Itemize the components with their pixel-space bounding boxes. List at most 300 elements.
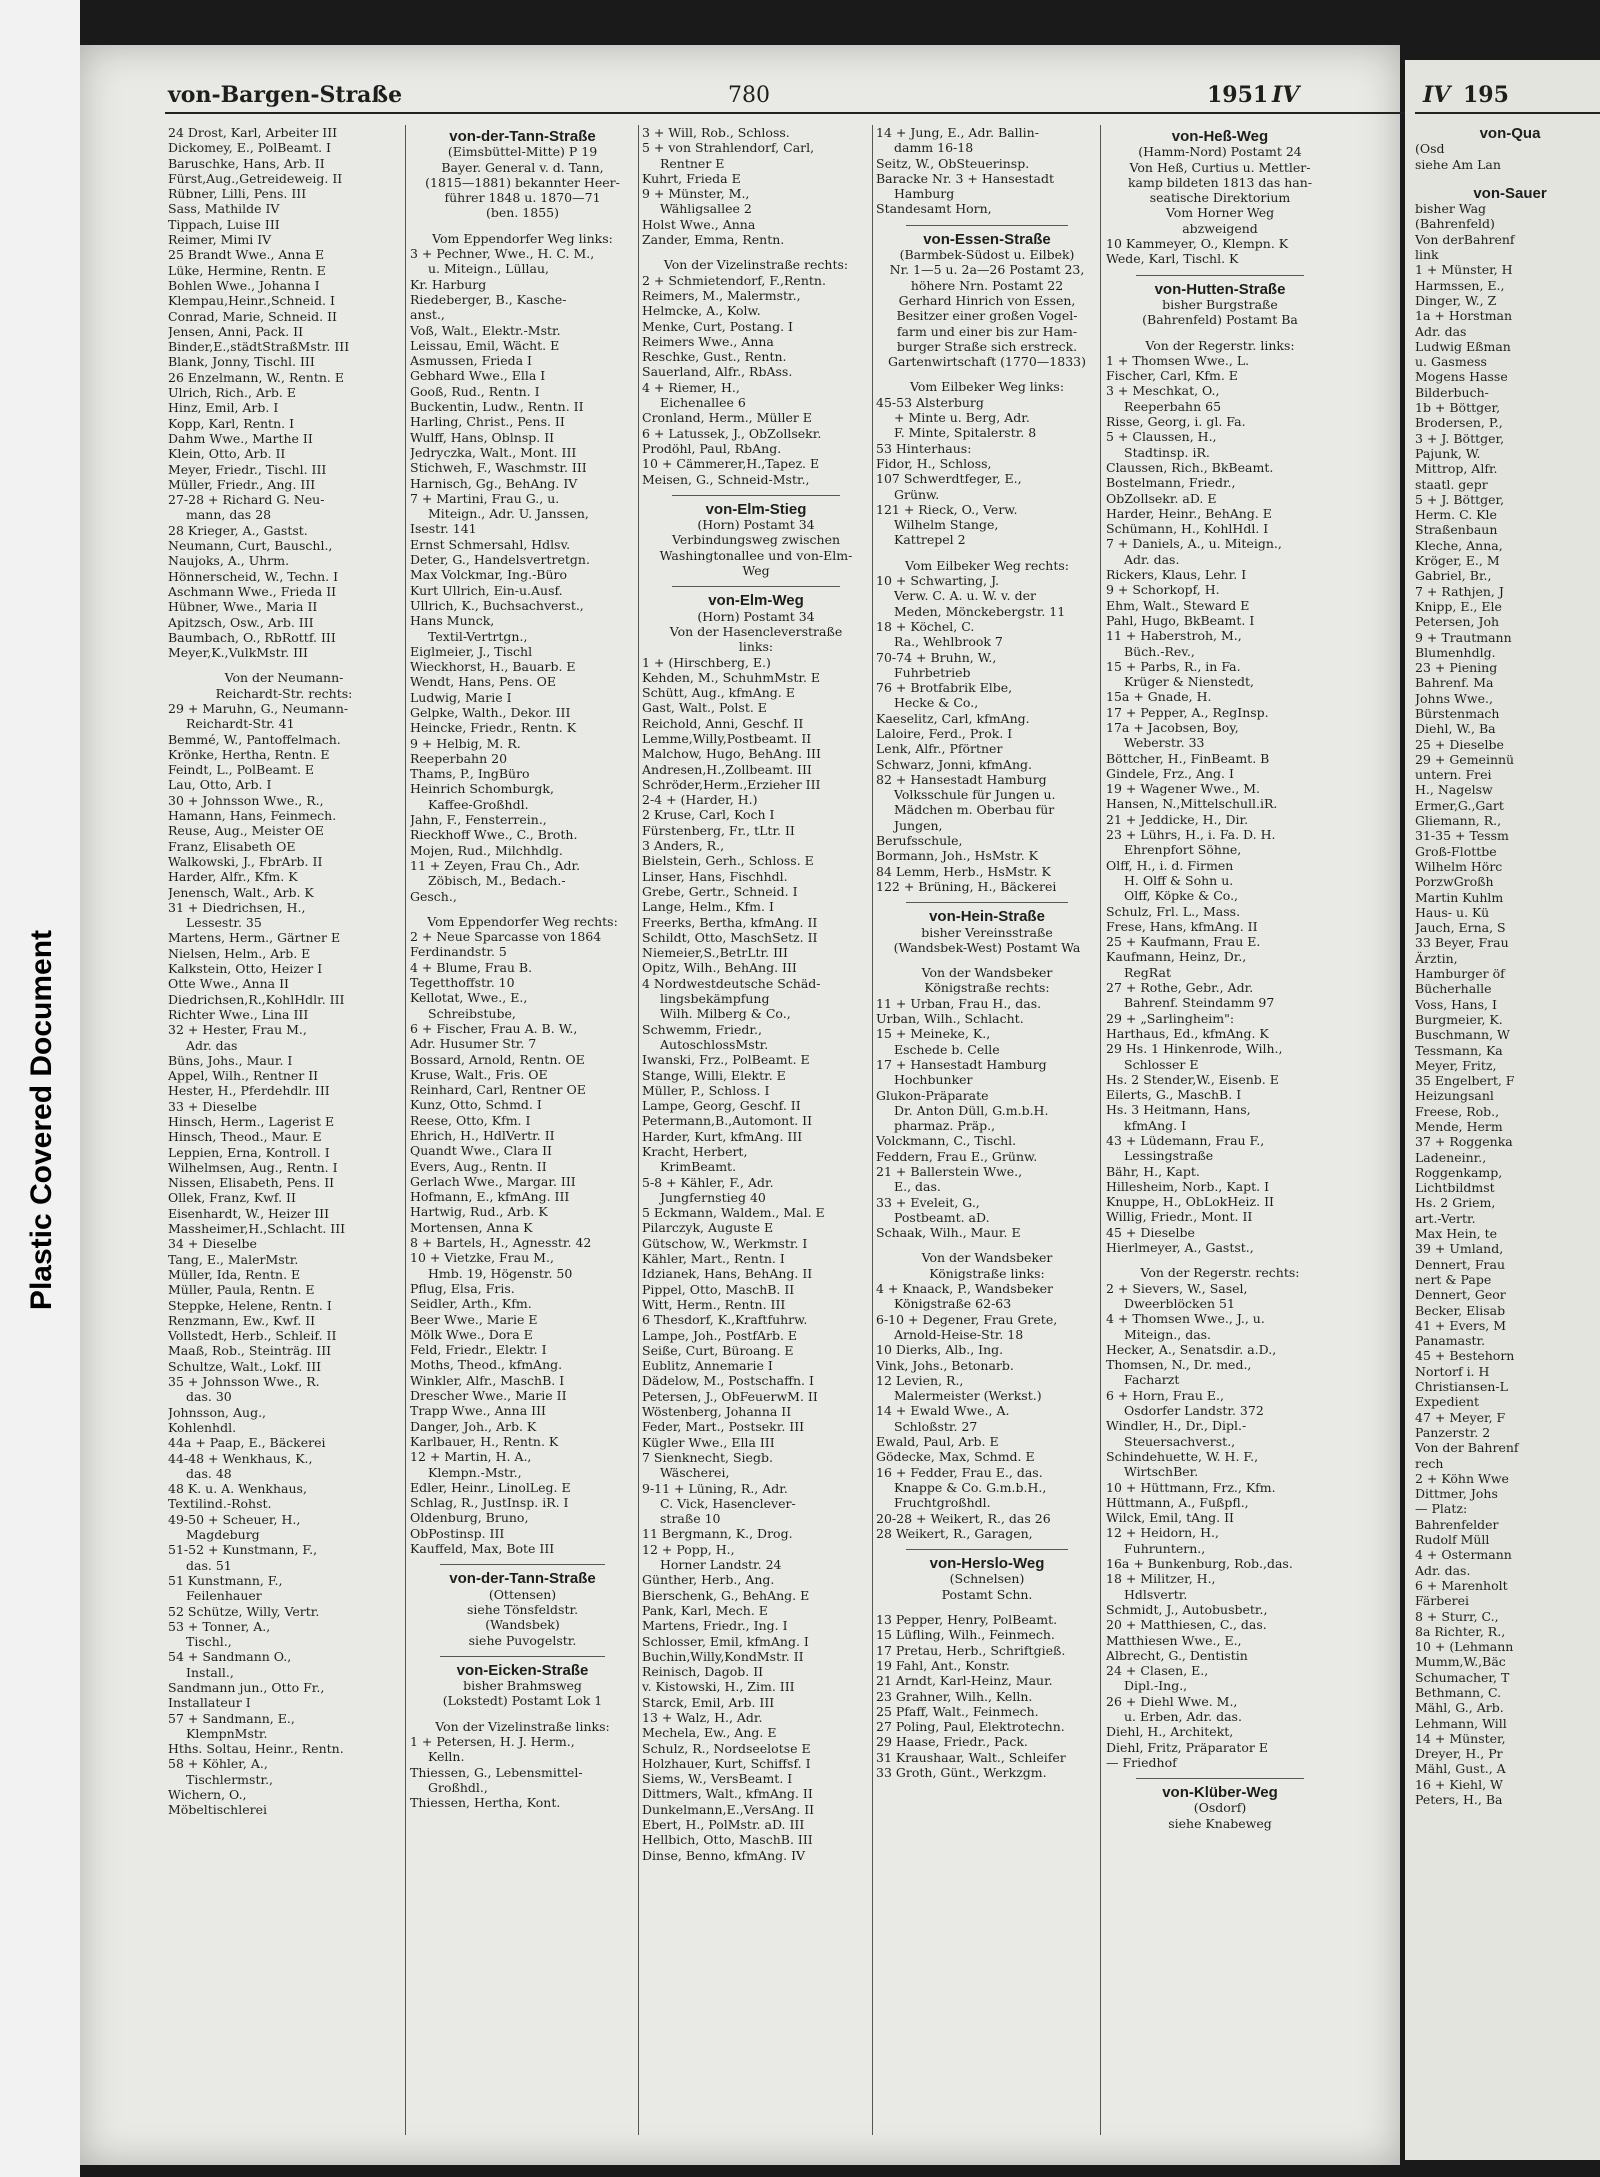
- directory-entry: Von Heß, Curtius u. Mettler-: [1129, 159, 1311, 175]
- directory-entry: abzweigend: [1182, 220, 1258, 236]
- directory-entry: pharmaz. Präp.,: [894, 1118, 996, 1134]
- directory-entry: Vom Eppendorfer Weg links:: [432, 230, 613, 246]
- directory-entry: Karlbauer, H., Rentn. K: [410, 1433, 559, 1449]
- directory-entry: Quandt Wwe., Clara II: [410, 1143, 552, 1159]
- directory-entry: Von der Hasencleverstraße: [669, 623, 843, 639]
- directory-entry: 17a + Jacobsen, Boy,: [1106, 719, 1239, 735]
- directory-entry: 1 + Münster, H: [1415, 262, 1513, 278]
- directory-entry: 31 + Diedrichsen, H.,: [168, 899, 306, 915]
- directory-entry: Schlag, R., JustInsp. iR. I: [410, 1495, 569, 1511]
- directory-entry: — Friedhof: [1106, 1754, 1177, 1770]
- directory-entry: Gebhard Wwe., Ella I: [410, 368, 546, 384]
- directory-entry: 2 + Neue Sparcasse von 1864: [410, 929, 602, 945]
- directory-entry: 2 Kruse, Carl, Koch I: [642, 807, 775, 823]
- directory-entry: Ehrich, H., HdlVertr. II: [410, 1128, 555, 1143]
- directory-entry: Windler, H., Dr., Dipl.-: [1106, 1418, 1247, 1434]
- directory-entry: 58 + Köhler, A.,: [168, 1756, 268, 1772]
- directory-entry: Hierlmeyer, A., Gastst.,: [1106, 1240, 1254, 1256]
- directory-entry: Schmidt, J., Autobusbetr.,: [1106, 1601, 1268, 1617]
- directory-entry: Tang, E., MalerMstr.: [168, 1251, 299, 1267]
- directory-entry: Binder,E.,städtStraßMstr. III: [168, 339, 350, 355]
- directory-entry: 12 + Popp, H.,: [642, 1541, 735, 1557]
- directory-entry: Pflug, Elsa, Fris.: [410, 1280, 515, 1296]
- directory-entry: staatl. gepr: [1415, 476, 1488, 492]
- directory-entry: Schümann, H., KohlHdl. I: [1106, 521, 1269, 537]
- column-3: [642, 125, 870, 2145]
- directory-entry: Bürstenmach: [1415, 705, 1500, 721]
- directory-entry: Adr. das.: [1415, 1562, 1471, 1578]
- directory-entry: Lampe, Joh., PostfArb. E: [642, 1327, 798, 1343]
- directory-entry: Bethmann, C.: [1415, 1684, 1502, 1700]
- directory-entry: Malermeister (Werkst.): [894, 1388, 1042, 1404]
- directory-entry: Gabriel, Br.,: [1415, 568, 1492, 584]
- directory-entry: 7 Sienknecht, Siegb.: [642, 1449, 773, 1465]
- directory-entry: 23 + Piening: [1415, 660, 1498, 676]
- directory-entry: Kunz, Otto, Schmd. I: [410, 1097, 542, 1113]
- directory-entry: 27 + Rothe, Gebr., Adr.: [1106, 980, 1254, 996]
- directory-entry: 33 + Eveleit, G.,: [876, 1194, 980, 1210]
- directory-entry: Feddern, Frau E., Grünw.: [876, 1148, 1038, 1164]
- directory-entry: Jensen, Anni, Pack. II: [168, 323, 304, 339]
- directory-entry: Büns, Johs., Maur. I: [168, 1052, 293, 1068]
- directory-entry: Kelln.: [428, 1749, 465, 1765]
- directory-entry: Von derBahrenf: [1415, 231, 1515, 247]
- directory-entry: (Eimsbüttel-Mitte) P 19: [447, 144, 598, 160]
- directory-entry: Gindele, Frz., Ang. I: [1106, 765, 1234, 781]
- directory-entry: Günther, Herb., Ang.: [642, 1572, 775, 1588]
- directory-entry: Eublitz, Annemarie I: [642, 1358, 773, 1374]
- directory-entry: 6 + Horn, Frau E.,: [1106, 1387, 1224, 1403]
- directory-entry: E., das.: [894, 1179, 941, 1195]
- directory-entry: Isestr. 141: [410, 521, 477, 537]
- directory-entry: das. 30: [186, 1389, 232, 1405]
- directory-entry: Königstraße links:: [929, 1265, 1045, 1281]
- directory-entry: Adr. das.: [1124, 551, 1180, 567]
- directory-entry: 122 + Brüning, H., Bäckerei: [876, 878, 1057, 894]
- directory-entry: Malchow, Hugo, BehAng. III: [642, 746, 821, 762]
- directory-entry: 11 Bergmann, K., Drog.: [642, 1526, 793, 1542]
- directory-entry: Dunkelmann,E.,VersAng. II: [642, 1801, 815, 1817]
- directory-entry: Fidor, H., Schloss,: [876, 455, 992, 471]
- directory-entry: farm und einer bis zur Ham-: [896, 323, 1078, 339]
- directory-entry: Feindt, L., PolBeamt. E: [168, 762, 315, 778]
- directory-entry: Hs. 2 Griem,: [1415, 1195, 1496, 1211]
- directory-entry: Ollek, Franz, Kwf. II: [168, 1190, 296, 1206]
- directory-entry: Cronland, Herm., Müller E: [642, 410, 812, 426]
- directory-entry: Vom Eppendorfer Weg rechts:: [427, 913, 618, 929]
- directory-entry: Von der Regerstr. rechts:: [1140, 1265, 1300, 1281]
- adjacent-page-section: IV: [1423, 82, 1451, 108]
- directory-entry: Blumenhdlg.: [1415, 644, 1496, 660]
- directory-entry: 16a + Bunkenburg, Rob.,das.: [1106, 1556, 1293, 1572]
- directory-entry: Vom Horner Weg: [1165, 205, 1275, 221]
- directory-entry: Moths, Theod., kfmAng.: [410, 1357, 563, 1373]
- directory-entry: Bielstein, Gerh., Schloss. E: [642, 853, 814, 869]
- directory-entry: u. Miteign., Lüllau,: [428, 261, 550, 277]
- directory-entry: Kaffee-Großhdl.: [428, 796, 529, 812]
- directory-entry: Dinger, W., Z: [1415, 292, 1497, 308]
- directory-entry: Horner Landstr. 24: [660, 1557, 782, 1573]
- directory-entry: 44a + Paap, E., Bäckerei: [168, 1435, 326, 1451]
- directory-entry: Diehl, W., Ba: [1415, 721, 1496, 737]
- directory-entry: Adr. das: [186, 1037, 238, 1053]
- directory-entry: 84 Lemm, Herb., HsMstr. K: [876, 863, 1051, 879]
- directory-entry: Dr. Anton Düll, G.m.b.H.: [894, 1102, 1049, 1118]
- directory-entry: 2 + Schmietendorf, F.,Rentn.: [642, 272, 826, 288]
- directory-entry: Kattrepel 2: [894, 532, 966, 548]
- directory-entry: Von der Vizelinstraße links:: [435, 1718, 610, 1734]
- directory-entry: Hans Munck,: [410, 613, 495, 629]
- directory-entry: [1136, 267, 1304, 276]
- directory-entry: Johnsson, Aug.,: [168, 1404, 267, 1420]
- directory-entry: 7 + Rathjen, J: [1415, 583, 1504, 599]
- directory-entry: [906, 1541, 1068, 1550]
- directory-entry: Dittmer, Johs: [1415, 1486, 1498, 1502]
- directory-entry: 3 + Will, Rob., Schloss.: [642, 125, 790, 140]
- directory-entry: Tischlermstr.,: [186, 1771, 274, 1787]
- directory-entry: Müller, Friedr., Ang. III: [168, 476, 316, 492]
- directory-entry: Reeperbahn 65: [1124, 398, 1222, 414]
- directory-entry: 7 + Daniels, A., u. Miteign.,: [1106, 536, 1282, 552]
- directory-entry: 17 + Hansestadt Hamburg: [876, 1056, 1047, 1072]
- directory-entry: nert & Pape: [1415, 1271, 1492, 1287]
- directory-entry: 82 + Hansestadt Hamburg: [876, 771, 1047, 787]
- directory-entry: PorzwGroßh: [1415, 874, 1494, 890]
- directory-entry: Hartwig, Rud., Arb. K: [410, 1204, 548, 1220]
- directory-entry: ObZollsekr. aD. E: [1106, 490, 1217, 506]
- directory-entry: Färberei: [1415, 1593, 1470, 1609]
- directory-entry: v. Kistowski, H., Zim. III: [642, 1679, 795, 1695]
- directory-entry: Burgmeier, K.: [1415, 1011, 1503, 1027]
- directory-entry: Müller, P., Schloss. I: [642, 1082, 770, 1098]
- directory-entry: Jahn, F., Fensterrein.,: [410, 812, 547, 828]
- directory-entry: F. Minte, Spitalerstr. 8: [894, 425, 1037, 441]
- directory-entry: 13 + Walz, H., Adr.: [642, 1709, 763, 1725]
- directory-entry: 8a Richter, R.,: [1415, 1623, 1506, 1639]
- directory-entry: 4 + Knaack, P., Wandsbeker: [876, 1281, 1054, 1297]
- directory-entry: Roggenkamp,: [1415, 1164, 1503, 1180]
- directory-entry: Wilhelm Stange,: [894, 517, 999, 533]
- directory-entry: Wäscherei,: [660, 1465, 730, 1481]
- directory-entry: 25 + Dieselbe: [1415, 736, 1504, 752]
- street-heading: von-Hein-Straße: [929, 909, 1045, 925]
- directory-entry: Opitz, Wilh., BehAng. III: [642, 960, 797, 976]
- directory-entry: Adr. Husumer Str. 7: [410, 1036, 537, 1052]
- directory-entry: 43 + Lüdemann, Frau F.,: [1106, 1133, 1265, 1148]
- directory-entry: bisher Wag: [1415, 201, 1487, 217]
- directory-entry: Voss, Hans, I: [1415, 996, 1497, 1012]
- directory-entry: Claussen, Rich., BkBeamt.: [1106, 459, 1274, 475]
- directory-entry: Wöstenberg, Johanna II: [642, 1404, 792, 1420]
- directory-entry: Walkowski, J., FbrArb. II: [168, 853, 323, 869]
- directory-entry: Kellotat, Wwe., E.,: [410, 990, 528, 1006]
- directory-entry: Fuhruntern.,: [1124, 1540, 1206, 1556]
- directory-entry: Schulz, R., Nordseelotse E: [642, 1740, 811, 1756]
- directory-entry: Hillesheim, Norb., Kapt. I: [1106, 1178, 1270, 1194]
- directory-entry: Kohlenhdl.: [168, 1419, 237, 1435]
- directory-entry: Iwanski, Frz., PolBeamt. E: [642, 1052, 810, 1068]
- directory-entry: Rickers, Klaus, Lehr. I: [1106, 567, 1247, 583]
- directory-entry: C. Vick, Hasenclever-: [660, 1495, 796, 1511]
- directory-entry: Helmcke, A., Kolw.: [642, 303, 761, 319]
- directory-entry: siehe Tönsfeldstr.: [466, 1601, 579, 1617]
- directory-entry: siehe Puvogelstr.: [468, 1632, 577, 1648]
- directory-entry: Willig, Friedr., Mont. II: [1106, 1209, 1253, 1225]
- directory-entry: 4 + Thomsen Wwe., J., u.: [1106, 1311, 1265, 1327]
- directory-entry: Harthaus, Ed., kfmAng. K: [1106, 1025, 1269, 1041]
- directory-entry: Holzhauer, Kurt, Schiffsf. I: [642, 1755, 811, 1771]
- directory-entry: Dennert, Geor: [1415, 1287, 1506, 1303]
- directory-entry: Reeperbahn 20: [410, 750, 508, 766]
- directory-entry: Ehrenpfort Söhne,: [1124, 842, 1242, 858]
- directory-entry: Hester, H., Pferdehdlr. III: [168, 1083, 330, 1099]
- directory-entry: 1 + Petersen, H. J. Herm.,: [410, 1733, 575, 1749]
- directory-entry: Pippel, Otto, MaschB. II: [642, 1281, 795, 1297]
- directory-entry: Mechela, Ew., Ang. E: [642, 1725, 777, 1741]
- directory-entry: 18 + Militzer, H.,: [1106, 1571, 1216, 1587]
- directory-entry: Arnold-Heise-Str. 18: [894, 1326, 1024, 1342]
- directory-entry: 35 Engelbert, F: [1415, 1073, 1515, 1089]
- side-strip: [0, 0, 80, 2177]
- directory-entry: Von der Wandsbeker: [921, 1250, 1053, 1266]
- directory-entry: 20 + Matthiesen, C., das.: [1106, 1617, 1267, 1633]
- directory-entry: link: [1415, 247, 1439, 263]
- directory-entry: Zöbisch, M., Bedach.-: [428, 873, 566, 889]
- directory-entry: Bossard, Arnold, Rentn. OE: [410, 1051, 585, 1067]
- directory-entry: mann, das 28: [186, 507, 272, 523]
- directory-entry: Von der Regerstr. links:: [1145, 337, 1295, 353]
- directory-entry: Massheimer,H.,Schlacht. III: [168, 1221, 346, 1237]
- directory-entry: Franz, Elisabeth OE: [168, 838, 296, 854]
- directory-entry: Tippach, Luise III: [168, 216, 280, 232]
- directory-entry: Mumm,W.,Bäc: [1415, 1654, 1506, 1670]
- directory-entry: Lampe, Georg, Geschf. II: [642, 1098, 801, 1114]
- directory-entry: (Wandsbek-West) Postamt Wa: [893, 939, 1081, 955]
- directory-entry: Kruse, Walt., Fris. OE: [410, 1066, 548, 1082]
- directory-entry: Bücherhalle: [1415, 981, 1492, 997]
- directory-entry: Winkler, Alfr., MaschB. I: [410, 1372, 565, 1388]
- directory-entry: Harder, Heinr., BehAng. E: [1106, 505, 1272, 521]
- directory-entry: 9-11 + Lüning, R., Adr.: [642, 1480, 788, 1496]
- directory-entry: Washingtonallee und von-Elm-: [659, 547, 853, 563]
- directory-entry: Reichardt-Str. rechts:: [215, 685, 353, 701]
- directory-entry: 31-35 + Tessm: [1415, 828, 1509, 844]
- directory-entry: H. Olff & Sohn u.: [1124, 872, 1234, 888]
- directory-entry: siehe Am Lan: [1415, 156, 1501, 172]
- directory-entry: Siems, W., VersBeamt. I: [642, 1771, 793, 1787]
- directory-entry: Knuppe, H., ObLokHeiz. II: [1106, 1194, 1274, 1210]
- directory-entry: 12 + Martin, H. A.,: [410, 1449, 532, 1465]
- directory-entry: + Minte u. Berg, Adr.: [894, 410, 1030, 426]
- directory-entry: 9 + Helbig, M. R.: [410, 735, 521, 751]
- directory-entry: Textil-Vertrtgn.,: [428, 628, 528, 644]
- directory-entry: 27-28 + Richard G. Neu-: [168, 492, 325, 508]
- directory-entry: Lau, Otto, Arb. I: [168, 777, 272, 793]
- directory-entry: Ehm, Walt., Steward E: [1106, 597, 1250, 613]
- directory-entry: 21 Arndt, Karl-Heinz, Maur.: [876, 1673, 1053, 1689]
- directory-entry: Buchin,Willy,KondMstr. II: [642, 1648, 804, 1664]
- directory-entry: 5 + Claussen, H.,: [1106, 429, 1217, 445]
- directory-entry: Olff, H., i. d. Firmen: [1106, 857, 1234, 873]
- directory-entry: Müller, Ida, Rentn. E: [168, 1266, 301, 1282]
- directory-entry: Hansen, N.,Mittelschull.iR.: [1106, 796, 1278, 812]
- directory-entry: Wilck, Emil, tAng. II: [1106, 1510, 1234, 1526]
- directory-entry: 4 Nordwestdeutsche Schäd-: [642, 975, 821, 991]
- directory-entry: Sass, Mathilde IV: [168, 201, 280, 217]
- directory-entry: Krüger & Nienstedt,: [1124, 674, 1255, 690]
- directory-entry: Hamburg: [894, 186, 955, 202]
- directory-entry: 25 Pfaff, Walt., Feinmech.: [876, 1703, 1039, 1719]
- directory-entry: Schröder,Herm.,Erzieher III: [642, 776, 821, 792]
- directory-entry: Dreyer, H., Pr: [1415, 1746, 1503, 1762]
- directory-entry: 10 + Hüttmann, Frz., Kfm.: [1106, 1479, 1276, 1495]
- directory-entry: Edler, Heinr., LinolLeg. E: [410, 1479, 571, 1495]
- directory-entry: Bierschenk, G., BehAng. E: [642, 1587, 810, 1603]
- directory-entry: Mogens Hasse: [1415, 369, 1508, 385]
- running-head-section: IV: [1272, 82, 1300, 108]
- street-heading: von-Essen-Straße: [923, 231, 1051, 248]
- directory-entry: (Barmbek-Südost u. Eilbek): [899, 247, 1075, 263]
- directory-entry: Thomsen, N., Dr. med.,: [1106, 1357, 1252, 1373]
- directory-entry: 39 + Umland,: [1415, 1241, 1504, 1257]
- directory-entry: Tegetthoffstr. 10: [410, 975, 515, 991]
- directory-entry: das. 51: [186, 1557, 232, 1573]
- directory-entry: Berufsschule,: [876, 833, 963, 849]
- directory-entry: Asmussen, Frieda I: [410, 353, 532, 369]
- directory-entry: 11 + Haberstroh, M.,: [1106, 628, 1242, 644]
- directory-entry: Seitz, W., ObSteuerinsp.: [876, 155, 1030, 171]
- directory-entry: 5 + von Strahlendorf, Carl,: [642, 140, 815, 156]
- street-heading: von-Elm-Weg: [708, 593, 804, 609]
- directory-entry: Textilind.-Rohst.: [168, 1496, 272, 1512]
- directory-entry: Feilenhauer: [186, 1588, 262, 1604]
- directory-entry: Kleche, Anna,: [1415, 537, 1503, 553]
- directory-entry: Menke, Curt, Postang. I: [642, 318, 793, 334]
- directory-entry: Mittrop, Alfr.: [1415, 461, 1498, 477]
- directory-entry: straße 10: [660, 1511, 721, 1527]
- directory-entry: Mende, Herm: [1415, 1119, 1503, 1134]
- directory-entry: Baumbach, O., RbRottf. III: [168, 629, 336, 645]
- directory-entry: Aschmann Wwe., Frieda II: [168, 583, 337, 599]
- directory-entry: Starck, Emil, Arb. III: [642, 1694, 775, 1710]
- directory-entry: Vom Eilbeker Weg rechts:: [905, 557, 1069, 573]
- directory-entry: Hs. 2 Stender,W., Eisenb. E: [1106, 1071, 1279, 1087]
- directory-entry: untern. Frei: [1415, 767, 1492, 783]
- directory-entry: 5 Eckmann, Waldem., Mal. E: [642, 1205, 825, 1221]
- directory-entry: Schumacher, T: [1415, 1669, 1510, 1685]
- directory-entry: Stadtinsp. iR.: [1124, 444, 1210, 460]
- directory-entry: 48 K. u. A. Wenkhaus,: [168, 1481, 307, 1497]
- directory-entry: Sauerland, Alfr., RbAss.: [642, 364, 793, 380]
- directory-entry: [1106, 328, 1334, 338]
- directory-entry: Miteign., das.: [1124, 1326, 1212, 1342]
- directory-entry: Mähl, G., Arb.: [1415, 1700, 1504, 1716]
- directory-entry: Neumann, Curt, Bauschl.,: [168, 538, 333, 554]
- directory-entry: 29 + Gemeinnü: [1415, 751, 1515, 767]
- directory-entry: Rieckhoff Wwe., C., Broth.: [410, 827, 578, 843]
- directory-entry: Steppke, Helene, Rentn. I: [168, 1297, 332, 1313]
- directory-entry: 49-50 + Scheuer, H.,: [168, 1511, 301, 1527]
- directory-entry: Maaß, Rob., Steinträg. III: [168, 1343, 332, 1359]
- running-head-year: 1951: [1207, 82, 1269, 108]
- directory-entry: Klein, Otto, Arb. II: [168, 446, 286, 462]
- directory-entry: Blank, Jonny, Tischl. III: [168, 354, 315, 370]
- directory-entry: Verw. C. A. u. W. v. der: [894, 588, 1036, 604]
- directory-entry: Prodöhl, Paul, RbAng.: [642, 440, 782, 456]
- directory-entry: Stange, Willi, Elektr. E: [642, 1067, 786, 1083]
- directory-entry: Tischl.,: [186, 1634, 232, 1650]
- directory-entry: Reese, Otto, Kfm. I: [410, 1112, 531, 1128]
- directory-entry: Nortorf i. H: [1415, 1363, 1490, 1379]
- directory-entry: Baracke Nr. 3 + Hansestadt: [876, 170, 1055, 186]
- directory-entry: Wulff, Hans, Oblnsp. II: [410, 429, 555, 445]
- street-heading: von-Eicken-Straße: [456, 1662, 589, 1679]
- directory-entry: Meisen, G., Schneid-Mstr.,: [642, 471, 810, 487]
- directory-entry: Kracht, Herbert,: [642, 1144, 748, 1159]
- directory-entry: Witt, Herm., Rentn. III: [642, 1296, 786, 1312]
- directory-entry: Großhdl.,: [428, 1779, 488, 1795]
- directory-entry: Pajunk, W.: [1415, 445, 1481, 461]
- directory-entry: Lessestr. 35: [186, 915, 262, 931]
- directory-entry: (Bahrenfeld): [1415, 216, 1495, 232]
- directory-entry: Königstraße rechts:: [924, 980, 1050, 996]
- directory-entry: bisher Brahmsweg: [463, 1678, 582, 1694]
- directory-entry: 4 + Blume, Frau B.: [410, 959, 533, 975]
- directory-entry: 3 + Pechner, Wwe., H. C. M.,: [410, 246, 595, 262]
- directory-entry: Petersen, J., ObFeuerwM. II: [642, 1388, 818, 1404]
- directory-entry: Herm. C. Kle: [1415, 507, 1497, 523]
- directory-entry: Reinhard, Carl, Rentner OE: [410, 1082, 586, 1098]
- directory-entry: Thams, P., IngBüro: [410, 766, 530, 782]
- directory-entry: Frese, Hans, kfmAng. II: [1106, 918, 1258, 934]
- directory-entry: Meyer, Friedr., Tischl. III: [168, 461, 327, 477]
- directory-entry: 2 + Sievers, W., Sasel,: [1106, 1280, 1248, 1296]
- directory-entry: Freerks, Bertha, kfmAng. II: [642, 914, 818, 930]
- directory-entry: Reinisch, Dagob. II: [642, 1664, 764, 1680]
- directory-entry: Fürstenberg, Fr., tLtr. II: [642, 822, 795, 838]
- directory-entry: [168, 660, 400, 670]
- column-5: [1106, 125, 1334, 2145]
- directory-entry: 1 + Thomsen Wwe., L.: [1106, 352, 1250, 368]
- directory-entry: burger Straße sich erstreck.: [896, 338, 1078, 354]
- directory-entry: siehe Knabeweg: [1168, 1815, 1272, 1831]
- directory-entry: Harder, Alfr., Kfm. K: [168, 869, 298, 885]
- directory-entry: kfmAng. I: [1124, 1117, 1187, 1133]
- directory-entry: Laloire, Ferd., Prok. I: [876, 725, 1013, 741]
- directory-entry: Grebe, Gertr., Schneid. I: [642, 883, 798, 899]
- directory-entry: 33 Beyer, Frau: [1415, 935, 1509, 951]
- directory-entry: bisher Burgstraße: [1162, 296, 1278, 312]
- directory-entry: Seiße, Curt, Büroang. E: [642, 1342, 794, 1358]
- directory-entry: Fischer, Carl, Kfm. E: [1106, 368, 1238, 384]
- directory-entry: Lenk, Alfr., Pförtner: [876, 741, 1003, 757]
- directory-entry: Petersen, Joh: [1415, 614, 1500, 630]
- directory-entry: (Bahrenfeld) Postamt Ba: [1142, 312, 1298, 328]
- directory-entry: Reichold, Anni, Geschf. II: [642, 715, 804, 731]
- directory-entry: Ebert, H., PolMstr. aD. III: [642, 1817, 805, 1833]
- directory-entry: Sandmann jun., Otto Fr.,: [168, 1679, 325, 1695]
- directory-entry: Hönnerscheid, W., Techn. I: [168, 568, 339, 584]
- directory-entry: Idzianek, Hans, BehAng. II: [642, 1266, 813, 1282]
- directory-entry: Max Volckmar, Ing.-Büro: [410, 567, 568, 583]
- directory-entry: führer 1848 u. 1870—71: [444, 190, 601, 206]
- directory-entry: Ulrich, Rich., Arb. E: [168, 385, 296, 401]
- directory-entry: Kurt Ullrich, Ein-u.Ausf.: [410, 582, 563, 598]
- directory-entry: Hmb. 19, Högenstr. 50: [428, 1265, 573, 1281]
- street-heading: von-Qua: [1479, 126, 1541, 142]
- directory-entry: Bemmé, W., Pantoffelmach.: [168, 731, 341, 747]
- directory-entry: 8 + Bartels, H., Agnesstr. 42: [410, 1235, 592, 1251]
